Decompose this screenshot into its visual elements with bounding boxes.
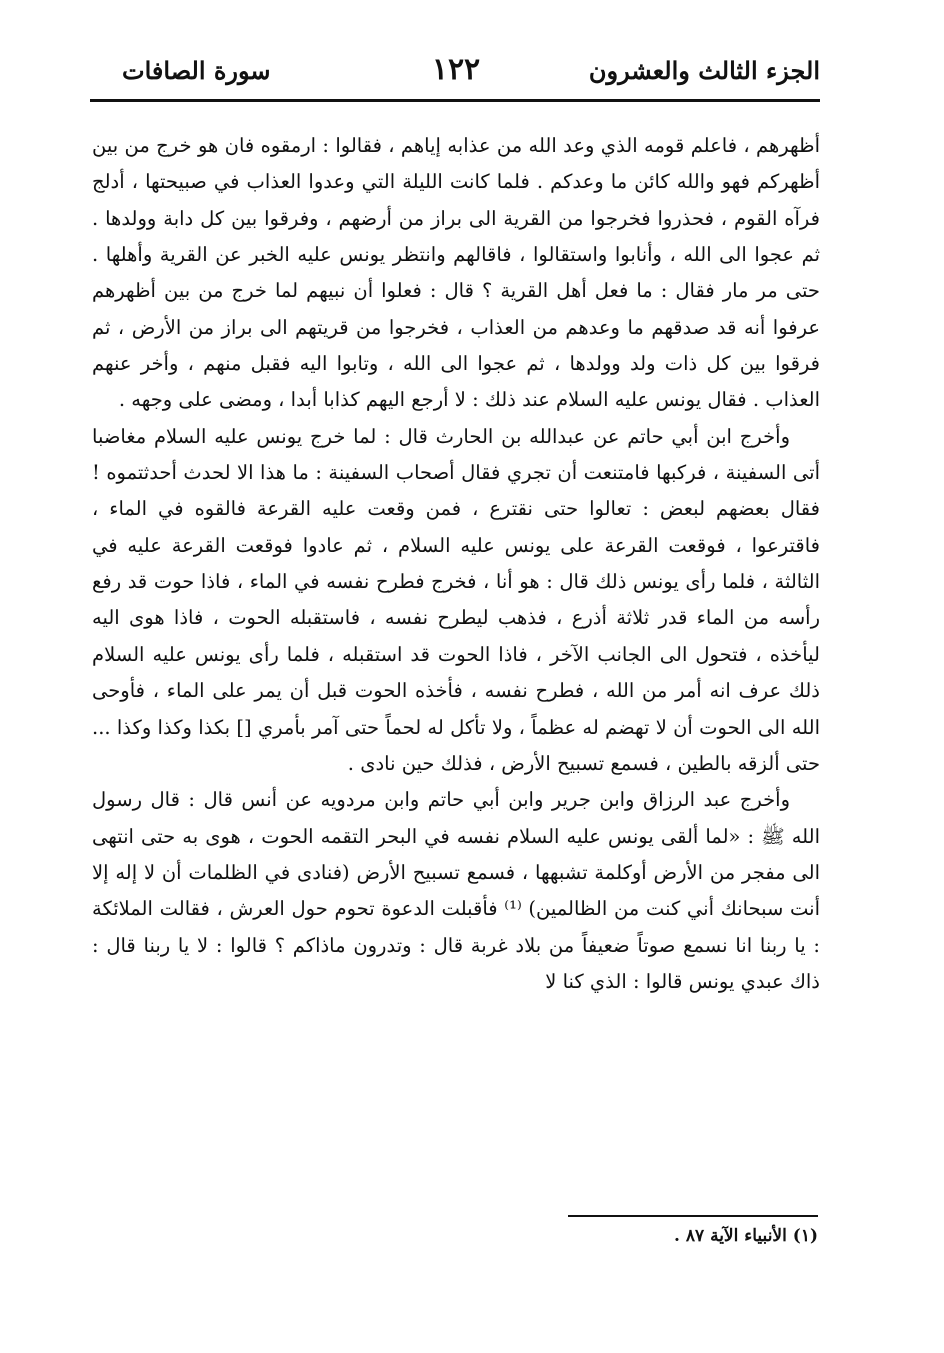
part-title: الجزء الثالث والعشرون [588,56,820,85]
main-text [92,128,820,1000]
paragraph-2: وأخرج ابن أبي حاتم عن عبدالله بن الحارث قال : لما خرج يونس عليه السلام مغاضبا أتى السفينة ، فركبها فامتنعت أن تجري فقال أصحاب السفينة : ما هذا الا لحدث أحدثتموه ! فقال بعضهم لبعض : تعالوا حتى نقترع ، فمن وقعت عليه القرعة فالقوه في الماء ، فاقترعوا ، فوقعت القرعة على يونس عليه السلام ، ثم عادوا فوقعت القرعة عليه في الثالثة ، فلما رأى يونس ذلك قال : هو أنا ، فخرج فطرح نفسه في الماء ، فاذا حوت قد رفع رأسه من الماء قدر ثلاثة أذرع ، فذهب ليطرح نفسه ، فاستقبله الحوت ، فاذا هوى اليه ليأخذه ، فتحول الى الجانب الآخر ، فاذا الحوت قد استقبله ، فلما رأى يونس عليه السلام ذلك عرف انه أمر من الله ، فطرح نفسه ، فأخذه الحوت قبل أن يمر على الماء ، فأوحى الله الى الحوت أن لا تهضم له عظماً ، ولا تأكل له لحماً حتى آمر بأمري [] بكذا وكذا وكذا ... حتى ألزقه بالطين ، فسمع تسبيح الأرض ، فذلك حين نادى . [92,424,820,775]
paragraph-3: وأخرج عبد الرزاق وابن جرير وابن أبي حاتم وابن مردويه عن أنس قال : قال رسول الله ﷺ : «لما ألقى يونس عليه السلام نفسه في البحر التقمه الحوت ، هوى به حتى انتهى الى مفجر من الأرض أوكلمة تشبهها ، فسمع تسبيح الأرض (فنادى في الظلمات أن لا إله إلا أنت سبحانك أني كنت من الظالمين) ⁽¹⁾ فأقبلت الدعوة تحوم حول العرش ، فقالت الملائكة : يا ربنا انا نسمع صوتاً ضعيفاً من بلاد غربة قال : وتدرون ماذاكم ؟ قالوا : لا يا ربنا قال : ذاك عبدي يونس قالوا : الذي كنا لا [92,788,821,993]
header-rule [90,99,820,102]
surah-title: سورة الصافات [122,56,271,85]
page-number: ١٢٢ [431,52,481,87]
footnote: (١) الأنبياء الآية ٨٧ . [674,1226,818,1246]
footnote-rule [568,1215,818,1217]
running-header [92,52,820,92]
paragraph-1: أظهرهم ، فاعلم قومه الذي وعد الله من عذابه إياهم ، فقالوا : ارمقوه فان هو خرج من بين أظهركم فهو والله كائن ما وعدكم . فلما كانت الليلة التي وعدوا العذاب في صبيحتها ، أدلج فرآه القوم ، فحذروا فخرجوا من القرية الى براز من أرضهم ، وفرقوا بين كل دابة وولدها . ثم عجوا الى الله ، وأنابوا واستقالوا ، فاقالهم وانتظر يونس عليه الخبر عن القرية وأهلها . حتى مر مار فقال : ما فعل أهل القرية ؟ قال : فعلوا أن نبيهم لما خرج من بين أظهرهم عرفوا أنه قد صدقهم ما وعدهم من العذاب ، فخرجوا من قريتهم الى براز من الأرض ، ثم فرقوا بين كل ذات ولد وولدها ، ثم عجوا الى الله ، وتابوا اليه فقبل منهم ، وأخر عنهم العذاب . فقال يونس عليه السلام عند ذلك : لا أرجع اليهم كذابا أبدا ، ومضى على وجهه . [92,134,820,412]
